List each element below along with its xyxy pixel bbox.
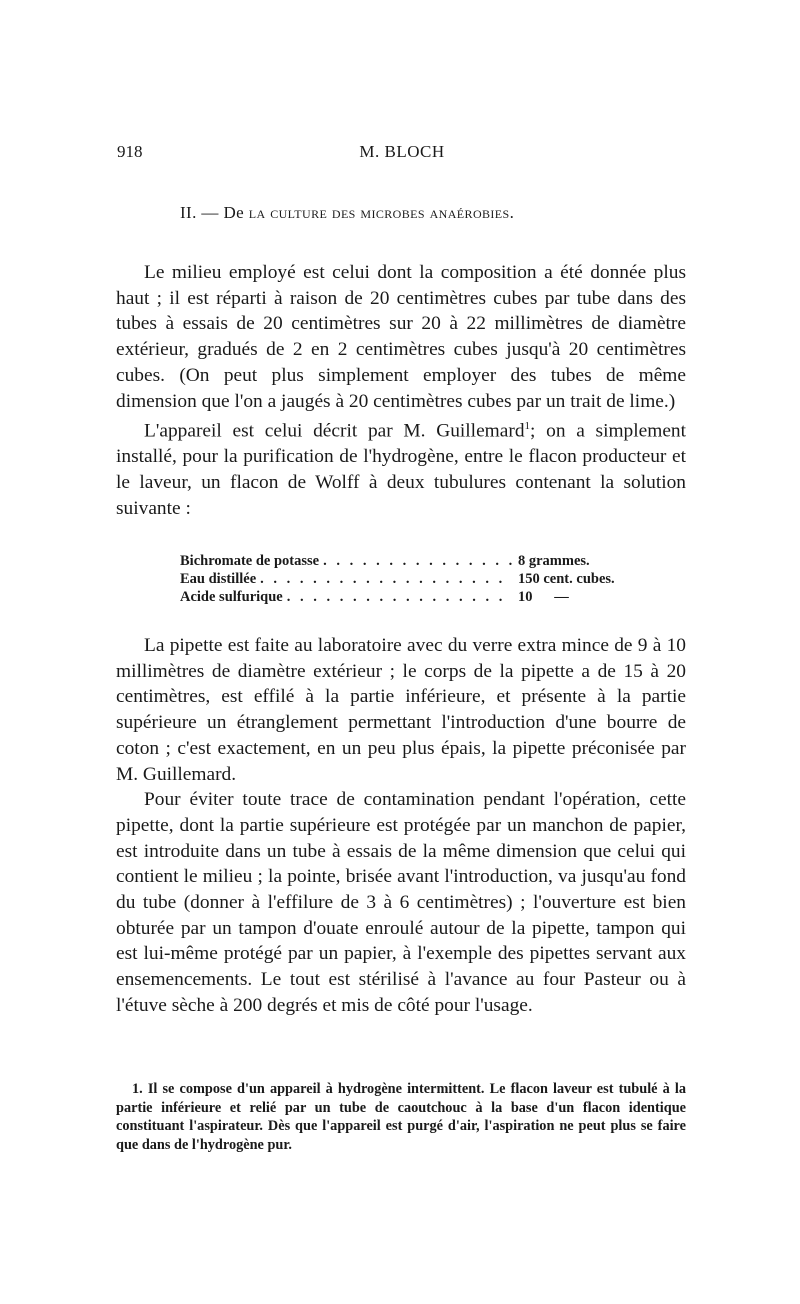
table-row — [180, 570, 650, 588]
body-text-lower — [116, 633, 686, 1019]
paragraph-pipette: La pipette est faite au laboratoire avec du verre extra mince de 9 à 10 millimètres de diamètre extérieur ; le corps de la pipette a de 15 à 20 centimètres, est effilé à la partie inférieure, et présente à la partie supérieure un étranglement permettant l'introduction d'une bourre de coton ; c'est exactement, en un peu plus épais, la pipette préconisée par M. Guillemard. — [116, 635, 686, 785]
table-row — [180, 588, 650, 606]
solution-table — [180, 552, 650, 606]
section-numeral: II. — — [180, 203, 224, 222]
footnote-text: Il se compose d'un appareil à hydrogène intermittent. Le flacon laveur est tubulé à la partie inférieure et relié par un tube de caoutchouc à la base d'un flacon identique constituant l'aspirateur. Dès que l'appareil est purgé d'air, l'aspiration ne peut plus se faire que dans de l'hydrogène pur. — [116, 1081, 686, 1153]
section-title-rest: la culture des microbes anaérobies. — [248, 203, 515, 222]
dot-leader — [260, 570, 512, 588]
ingredient-amount: 10 — — [518, 589, 569, 605]
apparatus-text: L'appareil est celui décrit par M. Guillemard — [144, 420, 525, 442]
paragraph-contamination: Pour éviter toute trace de contamination pendant l'opération, cette pipette, dont la partie supérieure est protégée par un manchon de papier, est introduite dans un tube à essais de la même dimension que celui qui contient le milieu ; la pointe, brisée avant l'introduction, va jusqu'au fond du tube (donner à l'effilure de 3 à 6 centimètres) ; l'ouverture est bien obturée par un tampon d'ouate enroulé autour de la pipette, tampon qui est lui-même protégé par un papier, à l'exemple des pipettes servant aux ensemencements. Le tout est stérilisé à l'avance au four Pasteur ou à l'étuve sèche à 200 degrés et mis de côté pour l'usage. — [116, 789, 686, 1016]
ingredient-amount: 150 cent. cubes. — [518, 571, 615, 587]
ingredient-name: Bichromate de potasse — [180, 553, 320, 569]
footnote — [116, 1080, 686, 1154]
footnote-body — [116, 1080, 686, 1154]
section-title-start: De — [223, 203, 249, 222]
ingredient-amount: 8 grammes. — [518, 553, 590, 569]
dot-leader — [323, 552, 512, 570]
section-heading — [180, 203, 650, 223]
page-header — [117, 142, 687, 170]
paragraph-apparatus — [116, 414, 686, 521]
ingredient-name: Acide sulfurique — [180, 589, 283, 605]
body-text-upper — [116, 260, 686, 522]
apparatus-text-cont: ; on a simplement installé, pour la purification de l'hydrogène, entre le flacon producteur et le laveur, un flacon de Wolff à deux tubulures contenant la solution suivante : — [116, 420, 687, 519]
dot-leader — [287, 588, 512, 606]
ingredient-name: Eau distillée — [180, 571, 257, 587]
footnote-number: 1. — [132, 1081, 143, 1097]
table-row — [180, 552, 650, 570]
running-title: M. BLOCH — [359, 142, 445, 161]
paragraph-medium: Le milieu employé est celui dont la composition a été donnée plus haut ; il est réparti à raison de 20 centimètres cubes par tube dans des tubes à essais de 20 centimètres sur 20 à 22 millimètres de diamètre extérieur, gradués de 2 en 2 centimètres cubes jusqu'à 20 centimètres cubes. (On peut plus simplement employer des tubes de même dimension que l'on a jaugés à 20 centimètres cubes par un trait de lime.) — [116, 262, 686, 412]
footnote-ref: 1 — [524, 420, 531, 433]
page-number: 918 — [117, 142, 143, 161]
